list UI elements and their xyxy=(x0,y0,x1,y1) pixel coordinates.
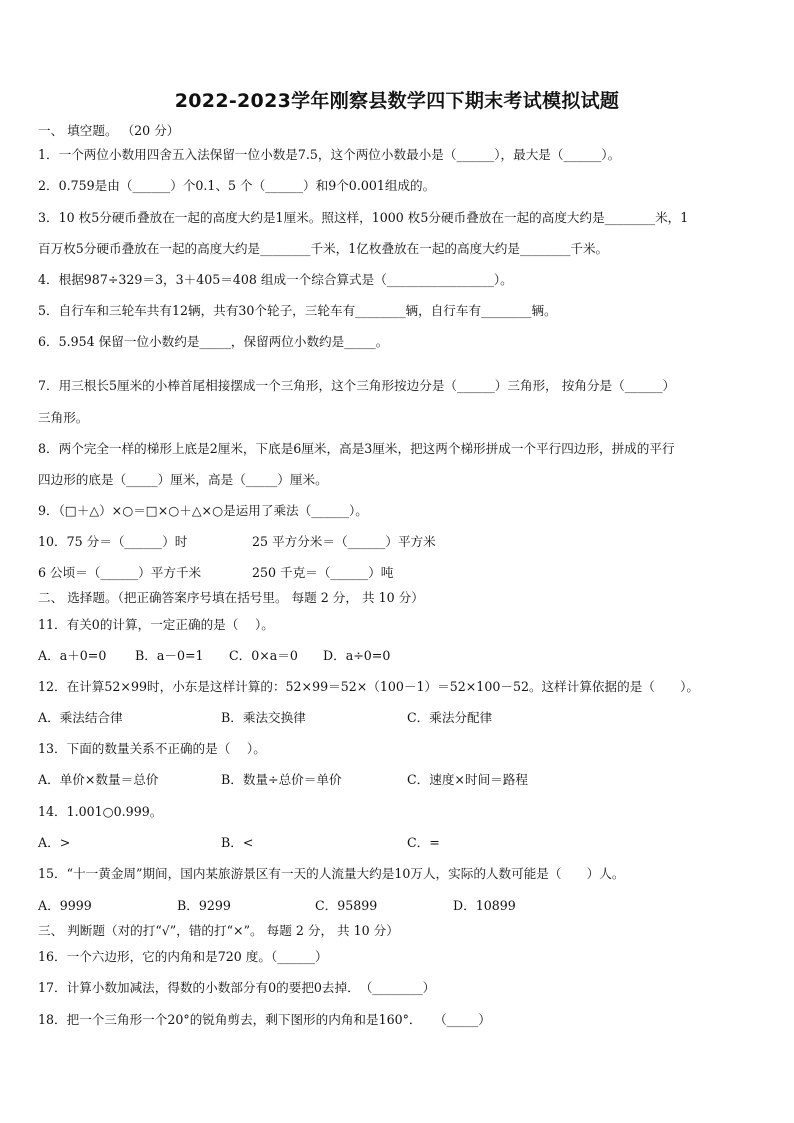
question-2: 2．0.759是由（______）个0.1、5 个（______）和9个0.001组成的。 xyxy=(38,178,436,193)
question-10-left-1: 10．75 分＝（______）时 xyxy=(38,534,188,549)
question-8-line-2: 四边形的底是（_____）厘米，高是（_____）厘米。 xyxy=(38,472,328,487)
question-18: 18．把一个三角形一个20°的锐角剪去，剩下图形的内角和是160°． （_____） xyxy=(38,1012,491,1027)
question-17: 17．计算小数加减法，得数的小数部分有0的要把0去掉． （________） xyxy=(38,980,436,995)
question-11-option-b: B．a－0=1 xyxy=(135,648,204,663)
question-8-line-1: 8．两个完全一样的梯形上底是2厘米，下底是6厘米，高是3厘米，把这两个梯形拼成一个平行四边形，拼成的平行 xyxy=(38,441,675,456)
question-13-option-a: A．单价×数量＝总价 xyxy=(38,772,159,787)
question-15-option-c: C．95899 xyxy=(315,898,378,913)
question-6: 6．5.954 保留一位小数约是_____，保留两位小数约是_____。 xyxy=(38,334,389,349)
question-11-option-d: D．a÷0=0 xyxy=(323,648,391,663)
question-13-option-c: C．速度×时间＝路程 xyxy=(407,772,528,787)
section-choice-heading: 二、 选择题。（把正确答案序号填在括号里。 每题 2 分， 共 10 分） xyxy=(38,590,424,605)
exam-title: 2022-2023学年刚察县数学四下期末考试模拟试题 xyxy=(174,90,620,112)
question-4: 4．根据987÷329＝3，3＋405＝408 组成一个综合算式是（_________________）。 xyxy=(38,272,513,287)
question-9: 9．（□＋△）×○＝□×○＋△×○是运用了乘法（______）。 xyxy=(38,503,368,518)
question-13: 13．下面的数量关系不正确的是（ ）。 xyxy=(38,741,266,756)
question-12-option-b: B．乘法交换律 xyxy=(221,710,306,725)
question-10-left-2: 6 公顷＝（______）平方千米 xyxy=(38,565,202,580)
question-15-option-d: D．10899 xyxy=(453,898,516,913)
question-5: 5．自行车和三轮车共有12辆，共有30个轮子，三轮车有________辆，自行车有________辆。 xyxy=(38,303,557,318)
question-3-line-2: 百万枚5分硬币叠放在一起的高度大约是________千米，1亿枚叠放在一起的高度大约是________千米。 xyxy=(38,241,609,256)
question-7-line-2: 三角形。 xyxy=(38,410,89,425)
question-11: 11．有关0的计算，一定正确的是（ ）。 xyxy=(38,617,274,632)
question-13-option-b: B．数量÷总价＝单价 xyxy=(221,772,342,787)
question-14-option-b: B．< xyxy=(221,835,254,850)
question-14: 14．1.001○0.999。 xyxy=(38,804,163,819)
question-16: 16．一个六边形，它的内角和是720 度。（______） xyxy=(38,949,328,964)
question-15: 15．“十一黄金周”期间，国内某旅游景区有一天的人流量大约是10万人，实际的人数可能是（ ）人。 xyxy=(38,866,625,881)
question-11-option-c: C．0×a＝0 xyxy=(229,648,298,663)
question-15-option-a: A．9999 xyxy=(38,898,92,913)
question-12-option-a: A．乘法结合律 xyxy=(38,710,123,725)
question-11-option-a: A．a＋0=0 xyxy=(38,648,107,663)
question-15-option-b: B．9299 xyxy=(177,898,231,913)
question-1: 1．一个两位小数用四舍五入法保留一位小数是7.5，这个两位小数最小是（______），最大是（______）。 xyxy=(38,147,621,162)
section-judge-heading: 三、 判断题（对的打“√”，错的打“×”。 每题 2 分， 共 10 分） xyxy=(38,923,399,938)
question-7-line-1: 7．用三根长5厘米的小棒首尾相接摆成一个三角形，这个三角形按边分是（______）三角形， 按角分是（______） xyxy=(38,378,676,393)
question-14-option-c: C．= xyxy=(407,835,440,850)
section-fill-blank-heading: 一、 填空题。 （20 分） xyxy=(38,123,180,138)
question-3-line-1: 3．10 枚5分硬币叠放在一起的高度大约是1厘米。照这样，1000 枚5分硬币叠放在一起的高度大约是________米，1 xyxy=(38,210,689,225)
question-10-right-2: 250 千克＝（______）吨 xyxy=(252,565,394,580)
question-12: 12．在计算52×99时，小东是这样计算的：52×99＝52×（100－1）＝52×100－52。这样计算依据的是（ ）。 xyxy=(38,679,699,694)
question-10-right-1: 25 平方分米＝（______）平方米 xyxy=(252,534,436,549)
question-12-option-c: C．乘法分配律 xyxy=(407,710,493,725)
question-14-option-a: A．> xyxy=(38,835,71,850)
